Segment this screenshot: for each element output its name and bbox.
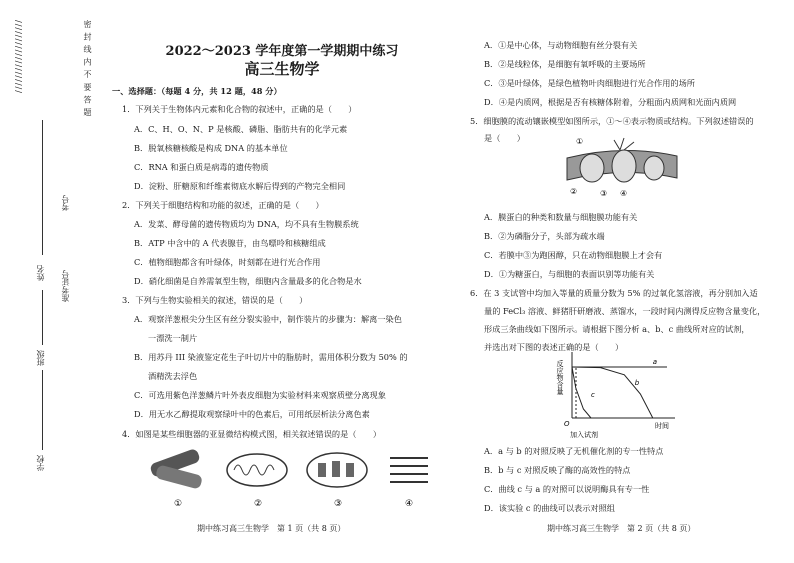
- class-line: [42, 290, 43, 345]
- series-label-b: b: [634, 379, 640, 387]
- question-text-line: C．可选用紫色洋葱鳞片叶外表皮细胞为实验材料来观察质壁分离现象: [134, 390, 386, 400]
- question-text-line: 2．下列关于细胞结构和功能的叙述，正确的是（ ）: [122, 200, 324, 210]
- exam-no-label: 考号: [61, 195, 70, 211]
- page-1-footer: 期中练习高三生物学 第 1 页（共 8 页）: [197, 524, 346, 533]
- binding-warning: 密 封 线 内 不 要 答 题: [83, 20, 92, 117]
- page-2-footer: 期中练习高三生物学 第 2 页（共 8 页）: [547, 524, 696, 533]
- question-text-line: B．ATP 中含中的 A 代表腺苷，由鸟嘌呤和核糖组成: [134, 238, 326, 248]
- class-label: 班级: [36, 350, 45, 366]
- exam-subtitle: 高三生物学: [244, 60, 320, 78]
- question-text-line: A．a 与 b 的对照反映了无机催化剂的专一性特点: [484, 446, 664, 456]
- membrane-label-3: ③: [600, 189, 608, 198]
- question-text-line: D．①为糖蛋白，与细胞的表面识别等功能有关: [484, 269, 655, 279]
- endoplasmic-reticulum-diagram: [390, 458, 428, 482]
- question-text-line: B．用苏丹 III 染液鉴定花生子叶切片中的脂肪时，需用体积分数为 50% 的: [134, 352, 408, 362]
- organelle-figure: [142, 448, 442, 512]
- question-text-line: 5．细胞膜的流动镶嵌模型如图所示，①～④表示物质或结构。下列叙述错误的: [470, 116, 754, 126]
- question-text-line: 1．下列关于生物体内元素和化合物的叙述中，正确的是（ ）: [122, 104, 357, 114]
- school-label: 学校: [36, 455, 45, 471]
- organelle-label-4: ④: [405, 499, 414, 509]
- origin-label: O: [564, 420, 570, 428]
- binding-dash-left: ////////////////////: [14, 20, 23, 94]
- x-axis-label: 时间: [655, 422, 669, 430]
- question-text-line: D．硝化细菌是自养需氧型生物，细胞内含量最多的化合物是水: [134, 276, 362, 286]
- reaction-chart: [550, 350, 690, 438]
- series-label-c: c: [591, 391, 595, 399]
- question-text-line: 量的 FeCl₃ 溶液、鲜猪肝研磨液、蒸馏水，一段时间内测得反应物含量变化，: [484, 306, 766, 316]
- seat-label: 准考证号: [61, 270, 70, 302]
- question-text-line: 6．在 3 支试管中均加入等量的质量分数为 5% 的过氧化氢溶液，再分别加入适: [470, 288, 758, 298]
- question-text-line: C．植物细胞都含有叶绿体，时刻都在进行光合作用: [134, 257, 321, 267]
- question-text-line: 是（ ）: [484, 133, 525, 143]
- name-label: 姓名: [36, 265, 45, 281]
- membrane-label-1: ①: [576, 137, 584, 146]
- question-text-line: 并选出对下图的表述正确的是（ ）: [484, 342, 624, 352]
- question-text-line: B．脱氧核糖核酸是构成 DNA 的基本单位: [134, 143, 288, 153]
- name-line: [42, 120, 43, 255]
- question-text-line: C．曲线 c 与 a 的对照可以说明酶具有专一性: [484, 484, 650, 494]
- question-text-line: D．④是内质网，根据是否有核糖体附着，分粗面内质网和光面内质网: [484, 97, 737, 107]
- question-text-line: 一、选择题：（每题 4 分，共 12 题，48 分）: [112, 86, 282, 96]
- question-text-line: C．若膜中③为跑困醇，只在动物细胞膜上才会有: [484, 250, 663, 260]
- question-text-line: A．观察洋葱根尖分生区有丝分裂实验中，制作装片的步骤为：解离一染色: [134, 314, 402, 324]
- question-text-line: A．发菜、酵母菌的遗传物质均为 DNA，均不具有生物膜系统: [134, 219, 359, 229]
- question-text-line: A．①是中心体，与动物细胞有丝分裂有关: [484, 40, 638, 50]
- question-text-line: B．b 与 c 对照反映了酶的高效性的特点: [484, 465, 631, 475]
- question-text-line: C．③是叶绿体，是绿色植物叶肉细胞进行光合作用的场所: [484, 78, 695, 88]
- chart-caption: 加入试剂: [570, 431, 598, 438]
- y-axis-label: 反应物含量: [556, 360, 564, 395]
- question-text-line: 4．如图是某些细胞器的亚显微结构模式图，相关叙述错误的是（ ）: [122, 429, 382, 439]
- school-line: [42, 370, 43, 450]
- exam-title: 2022～2023 学年度第一学期期中练习: [165, 44, 399, 59]
- question-text-line: D．淀粉、肝糖原和纤维素彻底水解后得到的产物完全相同: [134, 181, 346, 191]
- question-text-line: 一漂洗一制片: [148, 333, 198, 343]
- question-text-line: 3．下列与生物实验相关的叙述，错误的是（ ）: [122, 295, 308, 305]
- mitochondrion-diagram: [227, 454, 287, 486]
- chloroplast-diagram: [307, 453, 367, 487]
- question-text-line: B．②为磷脂分子，头部为疏水端: [484, 231, 605, 241]
- organelle-label-1: ①: [174, 499, 183, 509]
- question-text-line: B．②是线粒体，是细胞有氧呼吸的主要场所: [484, 59, 646, 69]
- question-text-line: 形成三条曲线如下图所示。请根据下图分析 a、b、c 曲线所对应的试剂，: [484, 324, 750, 334]
- question-text-line: C．RNA 和蛋白质是病毒的遗传物质: [134, 162, 269, 172]
- question-text-line: A．膜蛋白的种类和数量与细胞膜功能有关: [484, 212, 638, 222]
- membrane-label-2: ②: [570, 187, 578, 196]
- membrane-label-4: ④: [620, 189, 628, 198]
- series-label-a: a: [652, 358, 658, 366]
- question-text-line: D．用无水乙醇提取观察绿叶中的色素后，可用纸层析法分离色素: [134, 409, 370, 419]
- organelle-label-2: ②: [254, 499, 263, 509]
- organelle-label-3: ③: [334, 499, 343, 509]
- binding-margin: [0, 0, 100, 563]
- page-1: [112, 0, 452, 563]
- centriole-diagram: [149, 448, 203, 490]
- question-text-line: 酒精洗去浮色: [148, 371, 198, 381]
- question-text-line: D．该实验 c 的曲线可以表示对照组: [484, 503, 615, 513]
- membrane-figure: [562, 136, 682, 198]
- question-text-line: A．C、H、O、N、P 是核酸、磷脂、脂肪共有的化学元素: [134, 124, 348, 134]
- series-line-c: [572, 367, 591, 418]
- page-2: [462, 0, 790, 563]
